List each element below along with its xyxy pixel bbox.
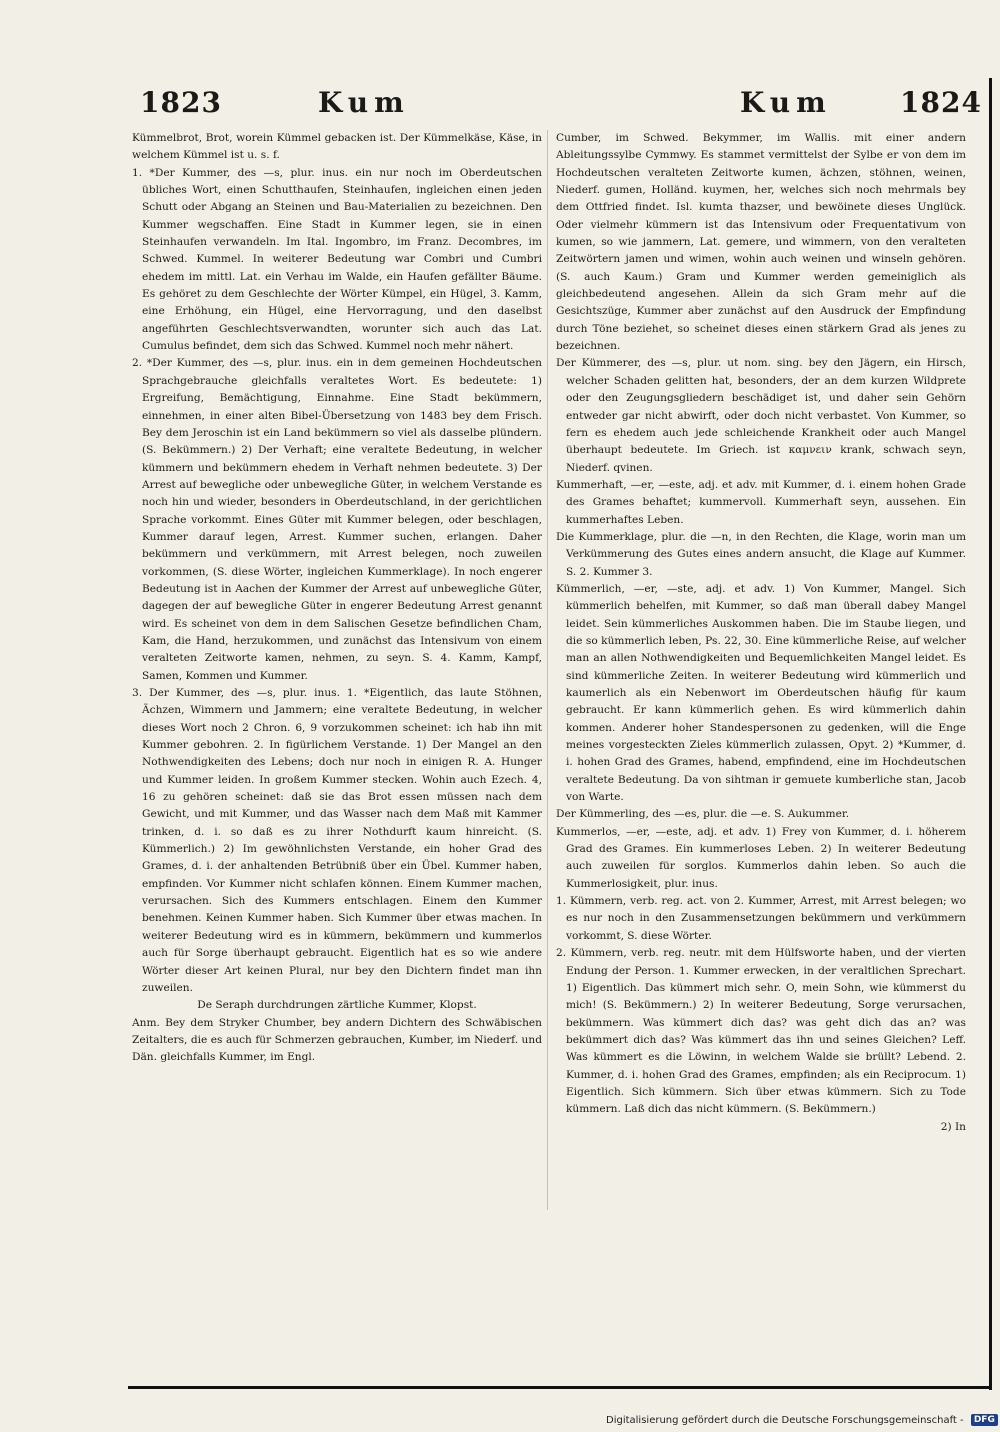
entry-kummer-2: 2. *Der Kummer, des —s, plur. inus. ein in dem gemeinen Hochdeutschen Sprachgebrauche gleichfalls veraltetes Wort. Es bedeutete: 1) Ergreifung, Bemächtigung, Einnahme. Eine Stadt bekümmern, einnehmen, in einer alten Bibel-Übersetzung von 1483 bey dem Frisch. Bey dem Jeroschin ist ein Land bekümmern so viel als dasselbe plündern. (S. Bekümmern.) 2) Der Verhaft; eine veraltete Bedeutung, in welcher kümmern und bekümmern ehedem in Verhaft nehmen bedeutete. 3) Der Arrest auf bewegliche oder unbewegliche Güter, in welchem Verstande es noch hin und wieder, besonders in Oberdeutschland, in der gerichtlichen Sprache vorkommt. Eines Güter mit Kummer belegen, oder beschlagen, Kummer darauf legen, Arrest. Kummer suchen, erlangen. Daher bekümmern und verkümmern, mit Arrest belegen, noch zuweilen vorkommen, (S. diese Wörter, ingleichen Kummerklage). In noch engerer Bedeutung ist in Aachen der Kummer der Arrest auf unbewegliche Güter, dagegen der auf bewegliche Güter in engerer Bedeutung Arrest genannt wird. Es scheinet von dem in dem Salischen Gesetze befindlichen Cham, Kam, die Hand, herzukommen, und zunächst das Intensivum von einem veralteten Zeitworte kamen, nehmen, zu seyn. S. 4. Kamm, Kampf, Samen, Kommen und Kummer. bbox=[132, 357, 542, 682]
entry-cumber-continuation: Cumber, im Schwed. Bekymmer, im Wallis. mit einer andern Ableitungssylbe Cymmwy. Es stammet vermittelst der Sylbe er von dem im Hochdeutschen veralteten Zeitworte kumen, ächzen, stöhnen, weinen, Niederf. gumen, Holländ. kuymen, her, welches sich noch mehrmals bey dem Ottfried findet. Isl. kumta thazser, und bewöinete dieses Unglück. Oder vielmehr kümmern ist das Intensivum oder Frequentativum von kumen, so wie jammern, Lat. gemere, und wimmern, von den veralteten Zeitwörtern jamen und wimen, wohin auch weinen und winseln gehören. (S. auch Kaum.) Gram und Kummer werden gemeiniglich als gleichbedeutend angesehen. Allein da sich Gram mehr auf die Gesichtszüge, Kummer aber zunächst auf den Ausdruck der Empfindung durch Töne beziehet, so scheinet dieses einen stärkern Grad als jenes zu bezeichnen. bbox=[556, 132, 966, 353]
catchword: 2) In bbox=[940, 1120, 966, 1133]
page-number-left: 1823 bbox=[140, 86, 222, 119]
entry-kuemmerlich: Kümmerlich, —er, —ste, adj. et adv. 1) Von Kummer, Mangel. Sich kümmerlich behelfen, mit Kummer, so daß man überall dabey Mangel leidet. Sein kümmerliches Auskommen haben. Die im Staube liegen, und die so kümmerlich leben, Ps. 22, 30. Eine kümmerliche Reise, auf welcher man an allen Nothwendigkeiten und Bequemlichkeiten Mangel leidet. Es sind kümmerliche Zeiten. In weiterer Bedeutung wird kümmerlich und kaumerlich als ein Nebenwort im Oberdeutschen häufig für kaum gebraucht. Er kann kümmerlich gehen. Es wird kümmerlich dahin kommen. Anderer hoher Standespersonen zu gedenken, will die Enge meines vorgesteckten Zieles kümmerlich zulassen, Opyt. 2) *Kummer, d. i. hohen Grad des Grames, habend, empfindend, eine im Hochdeutschen veraltete Bedeutung. Da von sihtman ir gemuete kumberliche stan, Jacob von Warte. bbox=[556, 582, 966, 804]
running-head-left: Kum bbox=[318, 86, 410, 119]
right-column bbox=[556, 130, 966, 1218]
running-head-right: Kum bbox=[740, 86, 832, 119]
entry-kummerklage: Die Kummerklage, plur. die —n, in den Rechten, die Klage, worin man um Verkümmerung des Gutes eines andern ansucht, die Klage auf Kummer. S. 2. Kummer 3. bbox=[556, 530, 966, 578]
etymology-note: Anm. Bey dem Stryker Chumber, bey andern Dichtern des Schwäbischen Zeitalters, die es auch für Schmerzen gebrauchen, Kumber, im Niederf. und Dän. gleichfalls Kummer, im Engl. bbox=[132, 1016, 542, 1064]
entry-kuemmelbrot: Kümmelbrot, Brot, worein Kümmel gebacken ist. Der Kümmelkäse, Käse, in welchem Kümmel ist u. s. f. bbox=[132, 132, 542, 162]
entry-kuemmerer: Der Kümmerer, des —s, plur. ut nom. sing. bey den Jägern, ein Hirsch, welcher Schaden gelitten hat, besonders, der an dem kurzen Wildprete oder den Zeugungsgliedern beschädiget ist, und daher sein Gehörn entweder gar nicht abwirft, oder doch nicht verbastet. Von Kummer, so fern es ehedem auch jede schleichende Krankheit oder auch Mangel überhaupt bedeutete. Im Griech. ist καμνειν krank, schwach seyn, Niederf. qvinen. bbox=[556, 357, 966, 474]
scan-border-right bbox=[989, 78, 992, 1390]
credit-text: Digitalisierung gefördert durch die Deutsche Forschungsgemeinschaft - bbox=[606, 1415, 964, 1426]
digitization-credit bbox=[606, 1414, 998, 1426]
dfg-logo: DFG bbox=[971, 1414, 998, 1426]
left-column bbox=[132, 130, 542, 1220]
entry-kummer-3: 3. Der Kummer, des —s, plur. inus. 1. *Eigentlich, das laute Stöhnen, Ächzen, Wimmern und Jammern; eine veraltete Bedeutung, in welcher dieses Wort noch 2 Chron. 6, 9 vorzukommen scheinet: ich hab ihn mit Kummer gebohren. 2. In figürlichem Verstande. 1) Der Mangel an den Nothwendigkeiten des Lebens; doch nur noch in einigen R. A. Hunger und Kummer leiden. In großem Kummer stecken. Wohin auch Ezech. 4, 16 zu gehören scheinet: daß sie das Brot essen müssen nach dem Gewicht, und mit Kummer, und das Wasser nach dem Maß mit Kammer trinken, d. i. so daß es zu ihrer Nothdurft kaum hinreicht. (S. Kümmerlich.) 2) Im gewöhnlichsten Verstande, ein hoher Grad des Grames, d. i. der anhaltenden Betrübniß über ein Übel. Kummer haben, empfinden. Vor Kummer nicht schlafen können. Einem Kummer machen, verursachen. Sich des Kummers entschlagen. Einem den Kummer benehmen. Keinen Kummer haben. Sich Kummer über etwas machen. In weiterer Bedeutung wird es in kümmern, bekümmern und kummerlos auch für Sorge überhaupt gebraucht. Eigentlich hat es so wie andere Wörter dieser Art keinen Plural, nur bey den Dichtern findet man ihn zuweilen. bbox=[132, 687, 542, 994]
entry-kummerlos: Kummerlos, —er, —este, adj. et adv. 1) Frey von Kummer, d. i. höherem Grad des Grames. Ein kummerloses Leben. 2) In weiterer Bedeutung auch zuweilen für sorglos. Kummerlos dahin leben. So auch die Kummerlosigkeit, plur. inus. bbox=[556, 825, 966, 890]
entry-kuemmern-1: 1. Kümmern, verb. reg. act. von 2. Kummer, Arrest, mit Arrest belegen; wo es nur noch in den Zusammensetzungen bekümmern und verkümmern vorkommt, S. diese Wörter. bbox=[556, 895, 966, 942]
column-gutter bbox=[547, 130, 548, 1210]
page-number-right: 1824 bbox=[900, 86, 982, 119]
entry-kummerhaft: Kummerhaft, —er, —este, adj. et adv. mit Kummer, d. i. einem hohen Grade des Grames behaftet; kummervoll. Kummerhaft seyn, aussehen. Ein kummerhaftes Leben. bbox=[556, 478, 966, 526]
quotation-klopstock: De Seraph durchdrungen zärtliche Kummer, Klopst. bbox=[197, 999, 477, 1012]
entry-kummer-1: 1. *Der Kummer, des —s, plur. inus. ein nur noch im Oberdeutschen übliches Wort, einen Schutthaufen, Steinhaufen, ingleichen einen jeden Schutt oder Abgang an Steinen und Bau-Materialien zu bezeichnen. Den Kummer wegschaffen. Eine Stadt in Kummer legen, sie in einen Steinhaufen verwandeln. Im Ital. Ingombro, im Franz. Decombres, im Schwed. Kummel. In weiterer Bedeutung war Combri und Cumbri ehedem im mittl. Lat. ein Verhau im Walde, ein Haufen gefällter Bäume. Es gehöret zu dem Geschlechte der Wörter Kümpel, ein Hügel, 3. Kamm, eine Erhöhung, ein Hügel, eine Hervorragung, und den daselbst angeführten Geschlechtsverwandten, worunter sich auch das Lat. Cumulus befindet, dem sich das Schwed. Kummel noch mehr nähert. bbox=[132, 166, 542, 353]
entry-kuemmern-2: 2. Kümmern, verb. reg. neutr. mit dem Hülfsworte haben, und der vierten Endung der Person. 1. Kummer erwecken, in der veraltlichen Sprechart. 1) Eigentlich. Das kümmert mich sehr. O, mein Sohn, wie kümmerst du mich! (S. Bekümmern.) 2) In weiterer Bedeutung, Sorge verursachen, bekümmern. Was kümmert dich das? was geht dich das an? was bekümmert dich das? Was kümmert das ihn und seines Gleichen? Leff. Was kümmert es die Löwinn, in welchem Walde sie brüllt? Lebend. 2. Kummer, d. i. hohen Grad des Grames, empfinden; als ein Reciprocum. 1) Eigentlich. Sich kümmern. Sich über etwas kümmern. Sich zu Tode kümmern. Laß dich das nicht kümmern. (S. Bekümmern.) bbox=[556, 947, 966, 1116]
entry-kuemmerling: Der Kümmerling, des —es, plur. die —e. S. Aukummer. bbox=[556, 808, 850, 821]
scan-border-bottom bbox=[128, 1386, 992, 1389]
